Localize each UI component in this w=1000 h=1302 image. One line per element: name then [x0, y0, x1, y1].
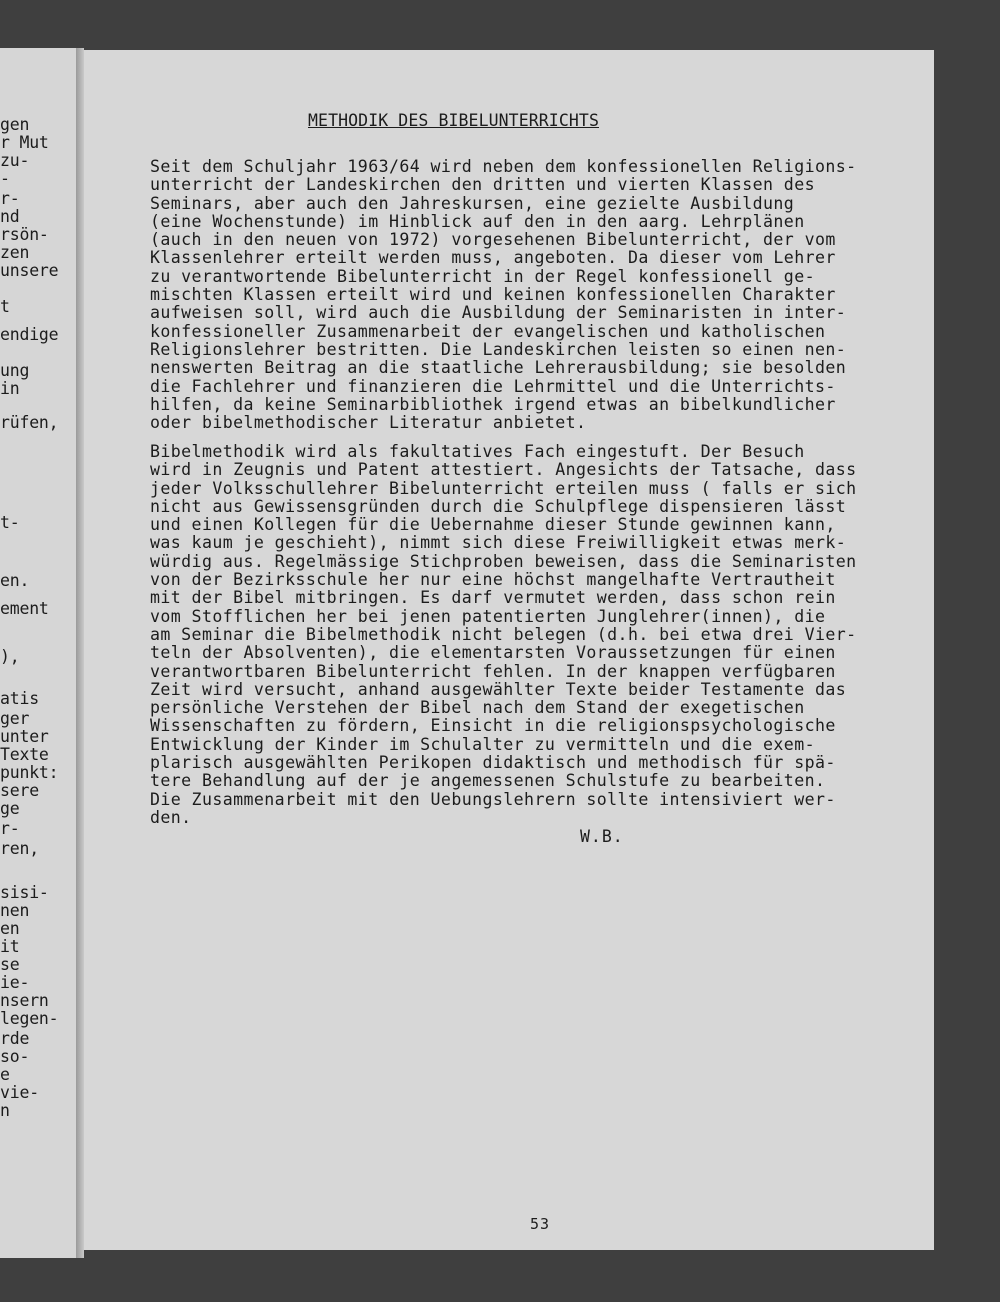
paragraph-line: aufweisen soll, wird auch die Ausbildung der Seminaristen in inter-	[150, 303, 847, 323]
paragraph-line: Seit dem Schuljahr 1963/64 wird neben dem konfessionellen Religions-	[150, 157, 857, 176]
paragraph-line: wird in Zeugnis und Patent attestiert. Angesichts der Tatsache, dass	[150, 460, 857, 480]
facing-page-line: rsön-	[0, 225, 49, 244]
facing-page-line: sere	[0, 781, 39, 800]
book-gutter	[76, 48, 84, 1258]
paragraph-line: plarisch ausgewählten Perikopen didaktisch und methodisch für spä-	[150, 753, 836, 773]
facing-page-line: nd	[0, 207, 20, 226]
paragraph-line: nenswerten Beitrag an die staatliche Lehrerausbildung; sie besolden	[150, 358, 847, 378]
facing-page-line: ement	[0, 599, 49, 618]
paragraph-line: nicht aus Gewissensgründen durch die Schulpflege dispensieren lässt	[150, 496, 847, 516]
facing-page-line: punkt:	[0, 763, 59, 782]
facing-page-line: it	[0, 937, 20, 956]
facing-page-line: r-	[0, 819, 20, 838]
facing-page-line: sisi-	[0, 883, 49, 902]
facing-page-line: legen-	[0, 1009, 59, 1028]
facing-page-line: rüfen,	[0, 413, 59, 432]
facing-page-line: ge	[0, 799, 20, 818]
facing-page-line: -	[0, 169, 10, 188]
paragraph-line: persönliche Verstehen der Bibel nach dem Stand der exegetischen	[150, 698, 805, 718]
facing-page-line: unter	[0, 727, 49, 746]
facing-page-line: zen	[0, 243, 30, 262]
paragraph-line: würdig aus. Regelmässige Stichproben beweisen, dass die Seminaristen	[150, 551, 857, 571]
paragraph-2	[150, 443, 910, 827]
facing-page-line: e	[0, 1065, 10, 1084]
paragraph-line: Zeit wird versucht, anhand ausgewählter Texte beider Testamente das	[150, 679, 847, 699]
facing-page-line: r-	[0, 189, 20, 208]
facing-page-line: vie-	[0, 1083, 39, 1102]
facing-page-line: ung	[0, 361, 30, 380]
page-number: 53	[530, 1215, 551, 1233]
facing-page-line: in	[0, 379, 20, 398]
facing-page-fragment	[0, 48, 76, 1258]
facing-page-line: ),	[0, 647, 20, 666]
paragraph-line: Bibelmethodik wird als fakultatives Fach eingestuft. Der Besuch	[150, 442, 805, 461]
paragraph-line: oder bibelmethodischer Literatur anbietet.	[150, 413, 587, 433]
paragraph-line: hilfen, da keine Seminarbibliothek irgend etwas an bibelkundlicher	[150, 394, 836, 414]
paragraph-line: tere Behandlung auf der je angemessenen Schulstufe zu bearbeiten.	[150, 771, 826, 791]
paragraph-line: vom Stofflichen her bei jenen patentierten Junglehrer(innen), die	[150, 606, 826, 626]
facing-page-line: so-	[0, 1047, 30, 1066]
facing-page-line: endige	[0, 325, 59, 344]
facing-page-line: en.	[0, 571, 30, 590]
paragraph-line: Die Zusammenarbeit mit den Uebungslehrern sollte intensiviert wer-	[150, 789, 836, 809]
paragraph-line: (eine Wochenstunde) im Hinblick auf den in den aarg. Lehrplänen	[150, 211, 805, 231]
author-initials: W.B.	[580, 827, 624, 846]
facing-page-line: ren,	[0, 839, 39, 858]
facing-page-line: t-	[0, 513, 20, 532]
facing-page-line: gen	[0, 115, 30, 134]
facing-page-line: t	[0, 297, 10, 316]
paragraph-line: Klassenlehrer erteilt werden muss, angeboten. Da dieser vom Lehrer	[150, 248, 836, 268]
paragraph-line: die Fachlehrer und finanzieren die Lehrmittel und die Unterrichts-	[150, 376, 836, 396]
facing-page-line: n	[0, 1101, 10, 1120]
paragraph-line: mit der Bibel mitbringen. Es darf vermutet werden, dass schon rein	[150, 588, 836, 608]
facing-page-line: nsern	[0, 991, 49, 1010]
facing-page-line: nen	[0, 901, 30, 920]
paragraph-line: jeder Volksschullehrer Bibelunterricht erteilen muss ( falls er sich	[150, 478, 857, 498]
paragraph-line: am Seminar die Bibelmethodik nicht belegen (d.h. bei etwa drei Vier-	[150, 624, 857, 644]
paragraph-line: (auch in den neuen von 1972) vorgesehenen Bibelunterricht, der vom	[150, 230, 836, 250]
facing-page-line: se	[0, 955, 20, 974]
facing-page-line: unsere	[0, 261, 59, 280]
paragraph-line: und einen Kollegen für die Uebernahme dieser Stunde gewinnen kann,	[150, 515, 836, 535]
paragraph-line: mischten Klassen erteilt wird und keinen konfessionellen Charakter	[150, 285, 836, 305]
facing-page-line: Texte	[0, 745, 49, 764]
paragraph-line: zu verantwortende Bibelunterricht in der Regel konfessionell ge-	[150, 266, 815, 286]
paragraph-line: was kaum je geschieht), nimmt sich diese Freiwilligkeit etwas merk-	[150, 533, 847, 553]
paragraph-line: Entwicklung der Kinder im Schulalter zu vermitteln und die exem-	[150, 734, 815, 754]
paragraph-line: von der Bezirksschule her nur eine höchst mangelhafte Vertrautheit	[150, 570, 836, 590]
facing-page-line: zu-	[0, 151, 30, 170]
paragraph-line: Religionslehrer bestritten. Die Landeskirchen leisten so einen nen-	[150, 339, 847, 359]
paragraph-line: verantwortbaren Bibelunterricht fehlen. In der knappen verfügbaren	[150, 661, 836, 681]
paragraph-1	[150, 158, 910, 432]
facing-page-line: ie-	[0, 973, 30, 992]
facing-page-line: atis	[0, 689, 39, 708]
facing-page-line: en	[0, 919, 20, 938]
paragraph-line: Wissenschaften zu fördern, Einsicht in die religionspsychologische	[150, 716, 836, 736]
facing-page-line: ger	[0, 709, 30, 728]
paragraph-line: Seminars, aber auch den Jahreskursen, eine gezielte Ausbildung	[150, 193, 795, 213]
paragraph-line: teln der Absolventen), die elementarsten Voraussetzungen für einen	[150, 643, 836, 663]
facing-page-line: r Mut	[0, 133, 49, 152]
paragraph-line: den.	[150, 807, 192, 827]
facing-page-line: rde	[0, 1029, 30, 1048]
paragraph-line: konfessioneller Zusammenarbeit der evangelischen und katholischen	[150, 321, 826, 341]
document-title: METHODIK DES BIBELUNTERRICHTS	[308, 111, 599, 130]
paragraph-line: unterricht der Landeskirchen den dritten und vierten Klassen des	[150, 175, 815, 195]
